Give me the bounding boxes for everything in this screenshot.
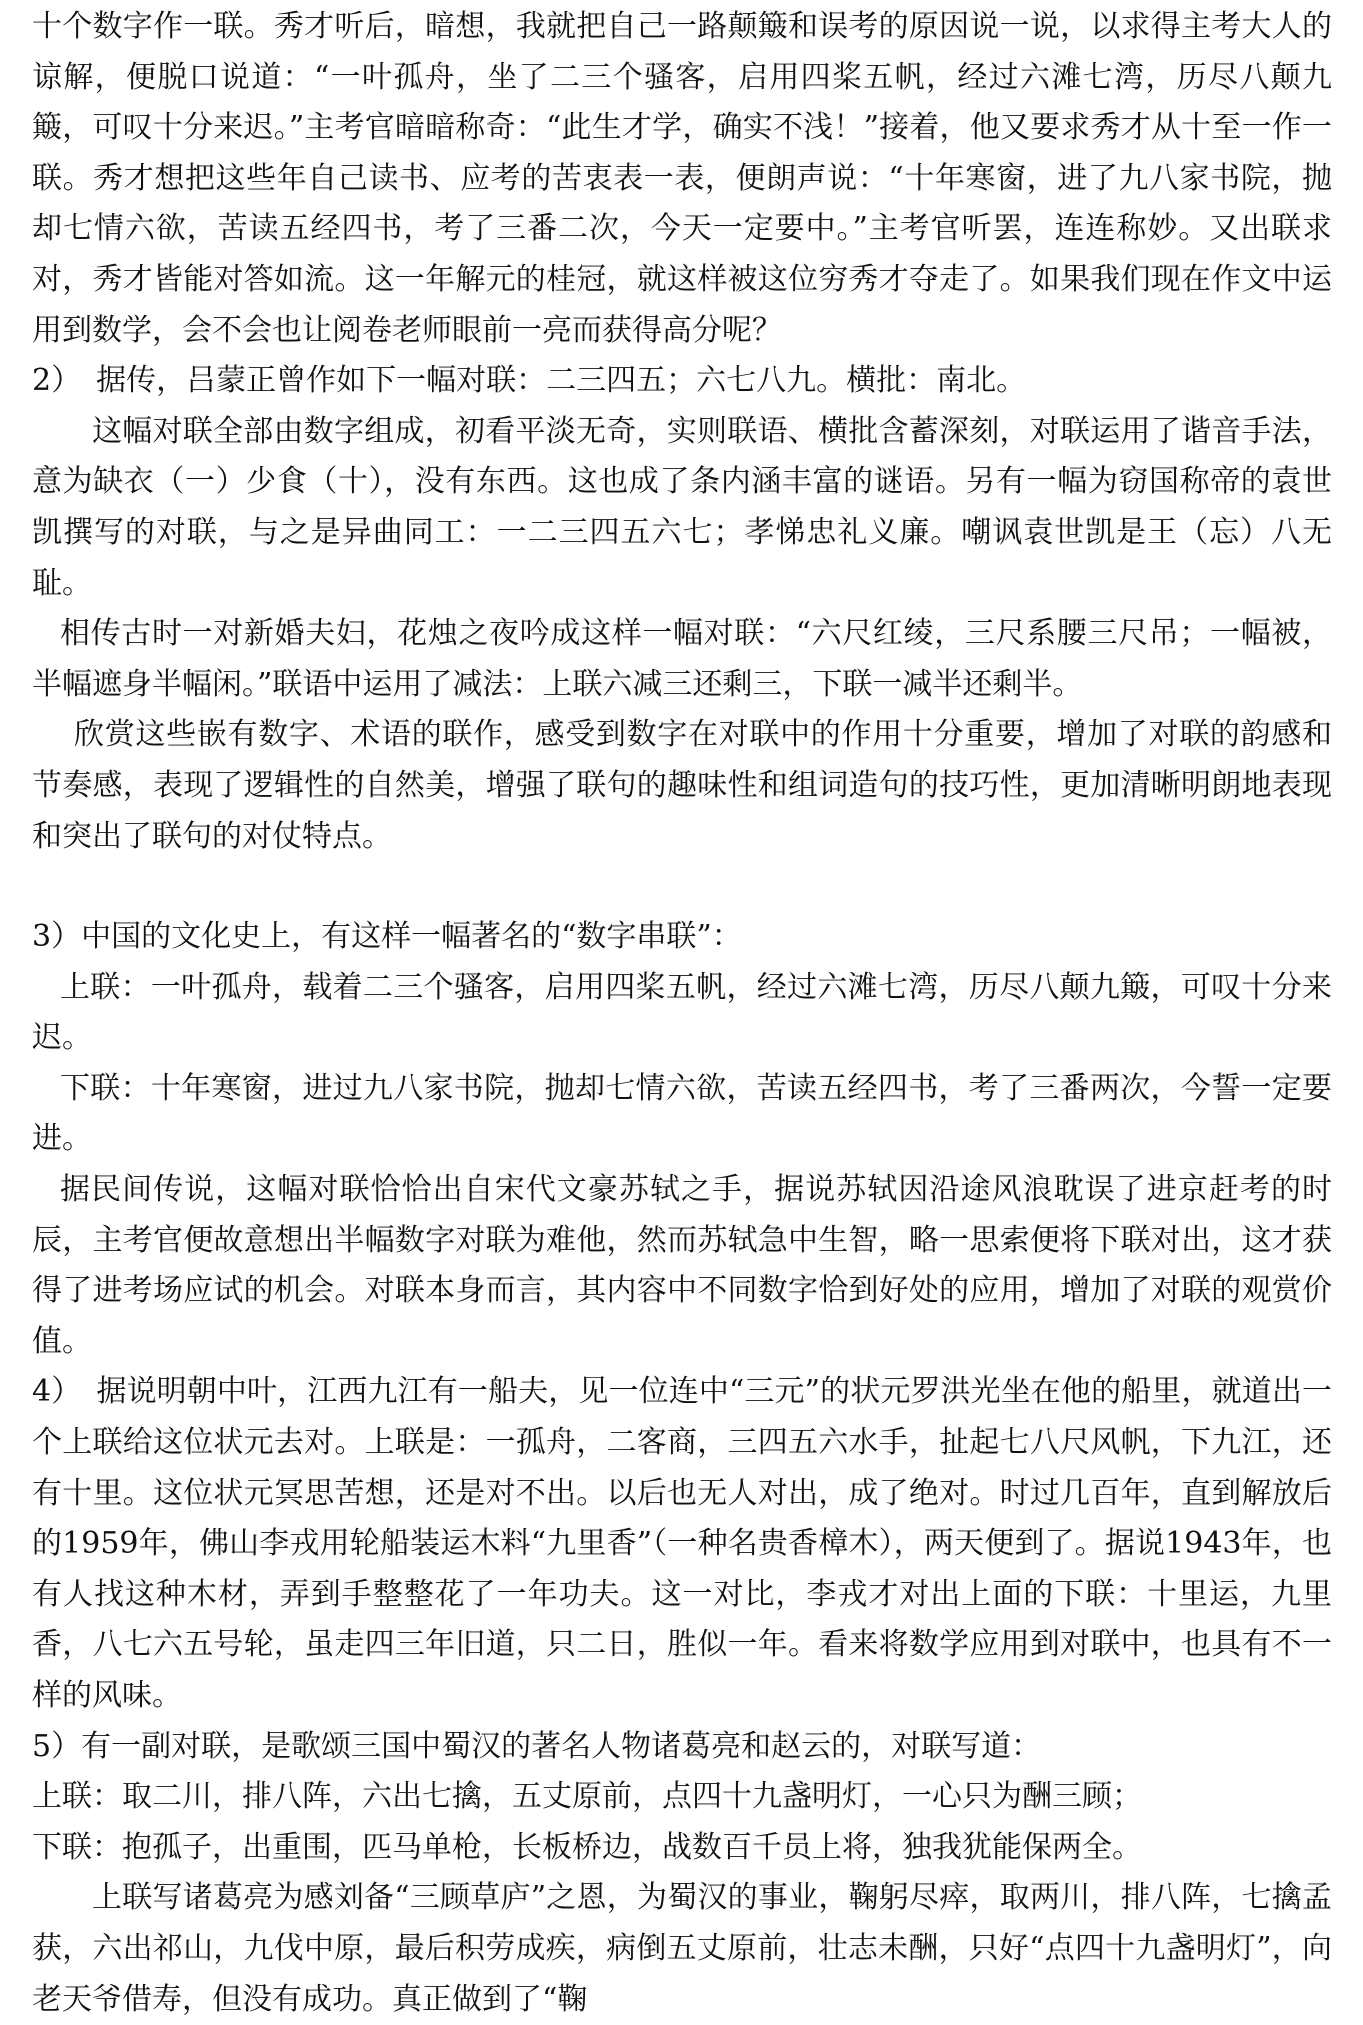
paragraph-zhuge-liang-explanation: 上联写诸葛亮为感刘备“三顾草庐”之恩，为蜀汉的事业，鞠躬尽瘁，取两川，排八阵，七擒孟获，六出祁山，九伐中原，最后积劳成疾，病倒五丈原前，壮志未酬，只好“点四十九盏明灯”，向老天爷借寿，但没有成功。真正做到了“鞠 [32, 1880, 1332, 2017]
paragraph-su-shi-legend: 据民间传说，这幅对联恰恰出自宋代文豪苏轼之手，据说苏轼因沿途风浪耽误了进京赶考的时辰，主考官便故意想出半幅数字对联为难他，然而苏轼急中生智，略一思索便将下联对出，这才获得了进考场应试的机会。对联本身而言，其内容中不同数字恰到好处的应用，增加了对联的观赏价值。 [32, 1172, 1332, 1359]
paragraph-item-5-heading: 5）有一副对联，是歌颂三国中蜀汉的著名人物诸葛亮和赵云的，对联写道： [32, 1728, 1042, 1764]
document-page [32, 2, 1332, 2025]
paragraph-newlywed-couplet: 相传古时一对新婚夫妇，花烛之夜吟成这样一幅对联：“六尺红绫，三尺系腰三尺吊；一幅被，半幅遮身半幅闲。”联语中运用了减法：上联六减三还剩三，下联一减半还剩半。 [32, 616, 1332, 702]
paragraph-item-2-heading: 2） 据传，吕蒙正曾作如下一幅对联：二三四五；六七八九。横批：南北。 [32, 363, 1027, 399]
paragraph-item-3-heading: 3）中国的文化史上，有这样一幅著名的“数字串联”： [32, 919, 742, 955]
paragraph-item-4-boatman: 4） 据说明朝中叶，江西九江有一船夫，见一位连中“三元”的状元罗洪光坐在他的船里，就道出一个上联给这位状元去对。上联是：一孤舟，二客商，三四五六水手，扯起七八尺风帆，下九江，还有十里。这位状元冥思苦想，还是对不出。以后也无人对出，成了绝对。时过几百年，直到解放后的1959年，佛山李戎用轮船装运木料“九里香”（一种名贵香樟木），两天便到了。据说1943年，也有人找这种木材，弄到手整整花了一年功夫。这一对比，李戎才对出上面的下联：十里运，九里香，八七六五号轮，虽走四三年旧道，只二日，胜似一年。看来将数学应用到对联中，也具有不一样的风味。 [32, 1374, 1332, 1713]
paragraph-upper-couplet-2: 上联：取二川，排八阵，六出七擒，五丈原前，点四十九盏明灯，一心只为酬三顾； [32, 1779, 1142, 1815]
blank-line [32, 862, 1332, 912]
paragraph-appreciation: 欣赏这些嵌有数字、术语的联作，感受到数字在对联中的作用十分重要，增加了对联的韵感和节奏感，表现了逻辑性的自然美，增强了联句的趣味性和组词造句的技巧性，更加清晰明朗地表现和突出了联句的对仗特点。 [32, 717, 1332, 854]
paragraph-upper-couplet-1: 上联：一叶孤舟，载着二三个骚客，启用四桨五帆，经过六滩七湾，历尽八颠九簸，可叹十分来迟。 [32, 969, 1332, 1056]
paragraph-lower-couplet-2: 下联：抱孤子，出重围，匹马单枪，长板桥边，战数百千员上将，独我犹能保两全。 [32, 1829, 1142, 1865]
paragraph-scholar-story: 十个数字作一联。秀才听后，暗想，我就把自己一路颠簸和误考的原因说一说，以求得主考大人的谅解，便脱口说道：“一叶孤舟，坐了二三个骚客，启用四桨五帆，经过六滩七湾，历尽八颠九簸，可叹十分来迟。”主考官暗暗称奇：“此生才学，确实不浅！”接着，他又要求秀才从十至一作一联。秀才想把这些年自己读书、应考的苦衷表一表，便朗声说：“十年寒窗，进了九八家书院，抛却七情六欲，苦读五经四书，考了三番二次，今天一定要中。”主考官听罢，连连称妙。又出联求对，秀才皆能对答如流。这一年解元的桂冠，就这样被这位穷秀才夺走了。如果我们现在作文中运用到数学，会不会也让阅卷老师眼前一亮而获得高分呢？ [32, 9, 1332, 348]
paragraph-lower-couplet-1: 下联：十年寒窗，进过九八家书院，抛却七情六欲，苦读五经四书，考了三番两次，今誓一定要进。 [32, 1070, 1332, 1157]
paragraph-lv-mengzheng-explanation: 这幅对联全部由数字组成，初看平淡无奇，实则联语、横批含蓄深刻，对联运用了谐音手法，意为缺衣（一）少食（十），没有东西。这也成了条内涵丰富的谜语。另有一幅为窃国称帝的袁世凯撰写的对联，与之是异曲同工：一二三四五六七；孝悌忠礼义廉。嘲讽袁世凯是王（忘）八无耻。 [32, 413, 1332, 601]
